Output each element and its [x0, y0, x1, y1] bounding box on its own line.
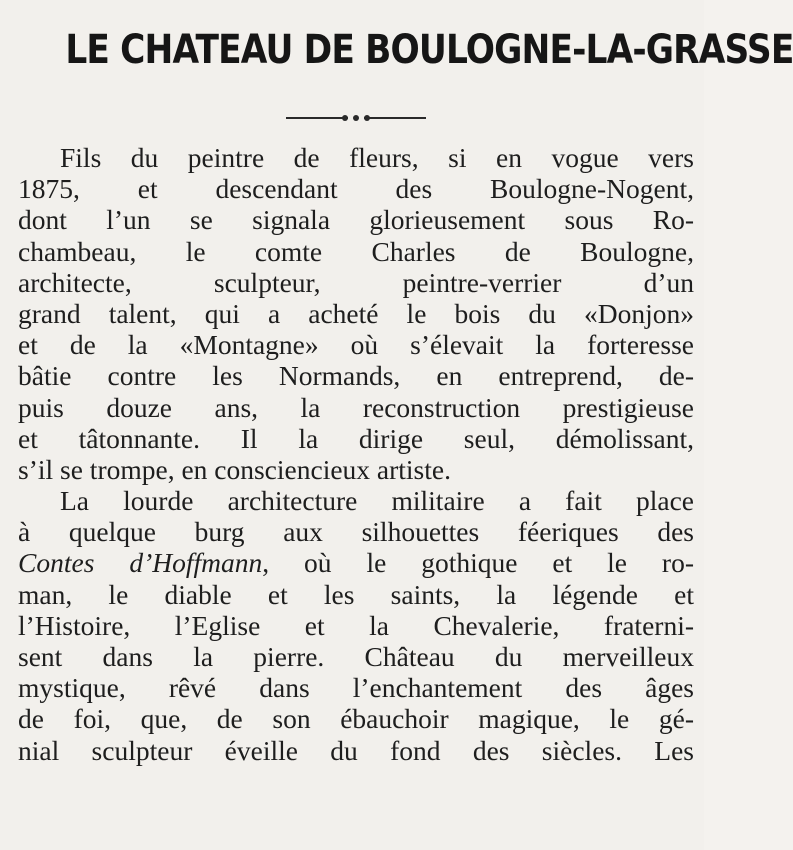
- separator-dot: [342, 115, 348, 121]
- text-line: et tâtonnante. Il la dirige seul, démolissant,: [18, 422, 694, 454]
- text-line: l’Histoire, l’Eglise et la Chevalerie, fraterni-: [18, 609, 694, 641]
- text-line: La lourde architecture militaire a fait place: [60, 485, 694, 517]
- text-line: mystique, rêvé dans l’enchantement des âges: [18, 672, 694, 704]
- text-line: grand talent, qui a acheté le bois du «Donjon»: [18, 297, 694, 329]
- text-fragment: , où le gothique et le ro-: [262, 547, 694, 579]
- text-line: architecte, sculpteur, peintre-verrier d’un: [18, 266, 694, 298]
- text-line: à quelque burg aux silhouettes féeriques des: [18, 516, 694, 548]
- text-line: et de la «Montagne» où s’élevait la forteresse: [18, 329, 694, 361]
- article-body: [18, 142, 694, 766]
- separator-line-right: [364, 117, 426, 119]
- text-line-with-title: [18, 547, 694, 578]
- separator-line-left: [286, 117, 348, 119]
- text-line: s’il se trompe, en consciencieux artiste.: [18, 453, 451, 485]
- article-headline: LE CHATEAU DE BOULOGNE-LA-GRASSE: [65, 27, 793, 73]
- text-line: bâtie contre les Normands, en entreprend, de-: [18, 360, 694, 392]
- text-line: dont l’un se signala glorieusement sous Ro-: [18, 204, 694, 236]
- text-line: man, le diable et les saints, la légende et: [18, 578, 694, 610]
- separator-dot: [353, 115, 359, 121]
- text-line: puis douze ans, la reconstruction prestigieuse: [18, 391, 694, 423]
- text-line: sent dans la pierre. Château du merveilleux: [18, 641, 694, 672]
- text-line: chambeau, le comte Charles de Boulogne,: [18, 235, 694, 267]
- text-line: 1875, et descendant des Boulogne-Nogent,: [18, 173, 694, 205]
- italic-title: Contes d’Hoffmann: [18, 547, 263, 579]
- paragraph-1: [18, 142, 694, 485]
- text-line: Fils du peintre de fleurs, si en vogue vers: [60, 142, 694, 173]
- paragraph-2: [18, 485, 694, 766]
- text-line: nial sculpteur éveille du fond des siècles. Les: [18, 734, 694, 766]
- text-line: de foi, que, de son ébauchoir magique, le gé-: [18, 703, 694, 735]
- ornament-separator: [286, 108, 426, 128]
